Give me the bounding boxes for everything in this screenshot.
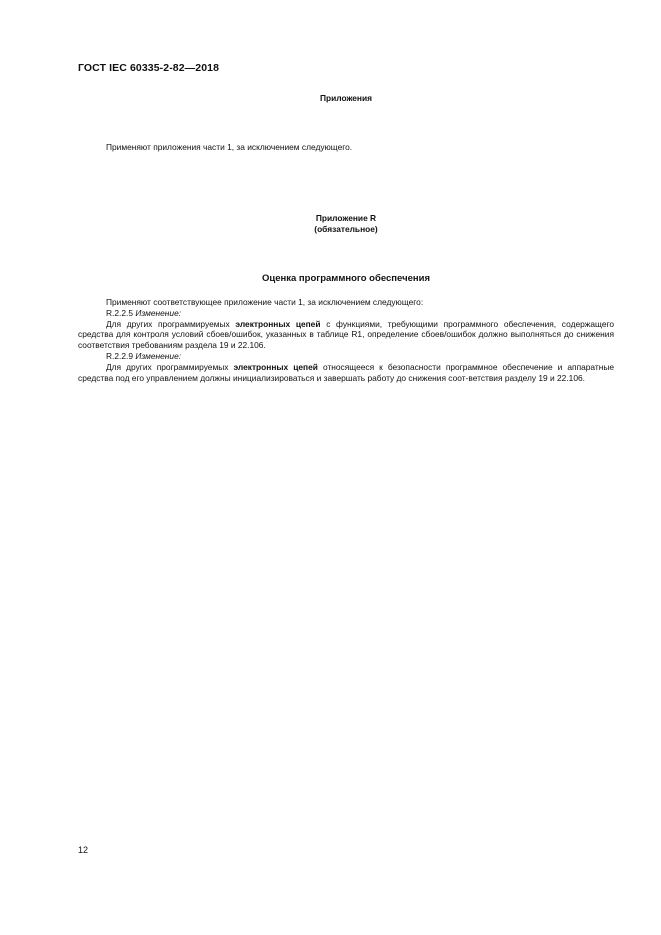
clause-r229-number: R.2.2.9 — [106, 350, 134, 361]
clause-r225-ref — [78, 308, 614, 319]
clause-r225-number: R.2.2.5 — [106, 307, 134, 318]
clause-r229-text-before: Для других программируемых — [106, 361, 229, 372]
document-code: ГОСТ IEC 60335-2-82—2018 — [78, 62, 220, 74]
appendices-heading: Приложения — [319, 93, 373, 103]
clause-r225-term: электронных цепей — [235, 318, 321, 329]
annex-r-intro: Применяют соответствующее приложение части 1, за исключением следующего: — [106, 297, 424, 307]
annex-r-heading — [78, 213, 614, 235]
clause-r229-ref — [78, 351, 614, 362]
clause-r229-change-label: Изменение: — [135, 350, 182, 361]
annex-r-body — [78, 297, 614, 383]
clause-r225-text-before: Для других программируемых — [106, 318, 230, 329]
clause-r225-text-after: с функциями, требующими программного обеспечения, содержащего средства для контроля условий сбоев/ошибок, указанных в таблице R1, определение сбоев/ошибок должно выполняться до снижения соответствия требованиям раздела 19 и 22.106. — [78, 318, 615, 351]
appendices-intro: Применяют приложения части 1, за исключением следующего. — [106, 142, 353, 152]
clause-r225-change-label: Изменение: — [135, 307, 182, 318]
annex-r-status: (обязательное) — [314, 224, 378, 234]
annex-r-title: Приложение R — [315, 213, 377, 223]
clause-r229-text-after: относящееся к безопасности программное обеспечение и аппаратные средства под его управлением должны инициализироваться и завершать работу до снижения соот-ветствия разделу 19 и 22.106. — [78, 361, 615, 383]
page-number: 12 — [78, 845, 89, 855]
clause-r225-text — [78, 319, 614, 351]
clause-r229-term: электронных цепей — [233, 361, 318, 372]
clause-r229-text — [78, 362, 614, 384]
annex-r-subtitle: Оценка программного обеспечения — [261, 273, 430, 284]
